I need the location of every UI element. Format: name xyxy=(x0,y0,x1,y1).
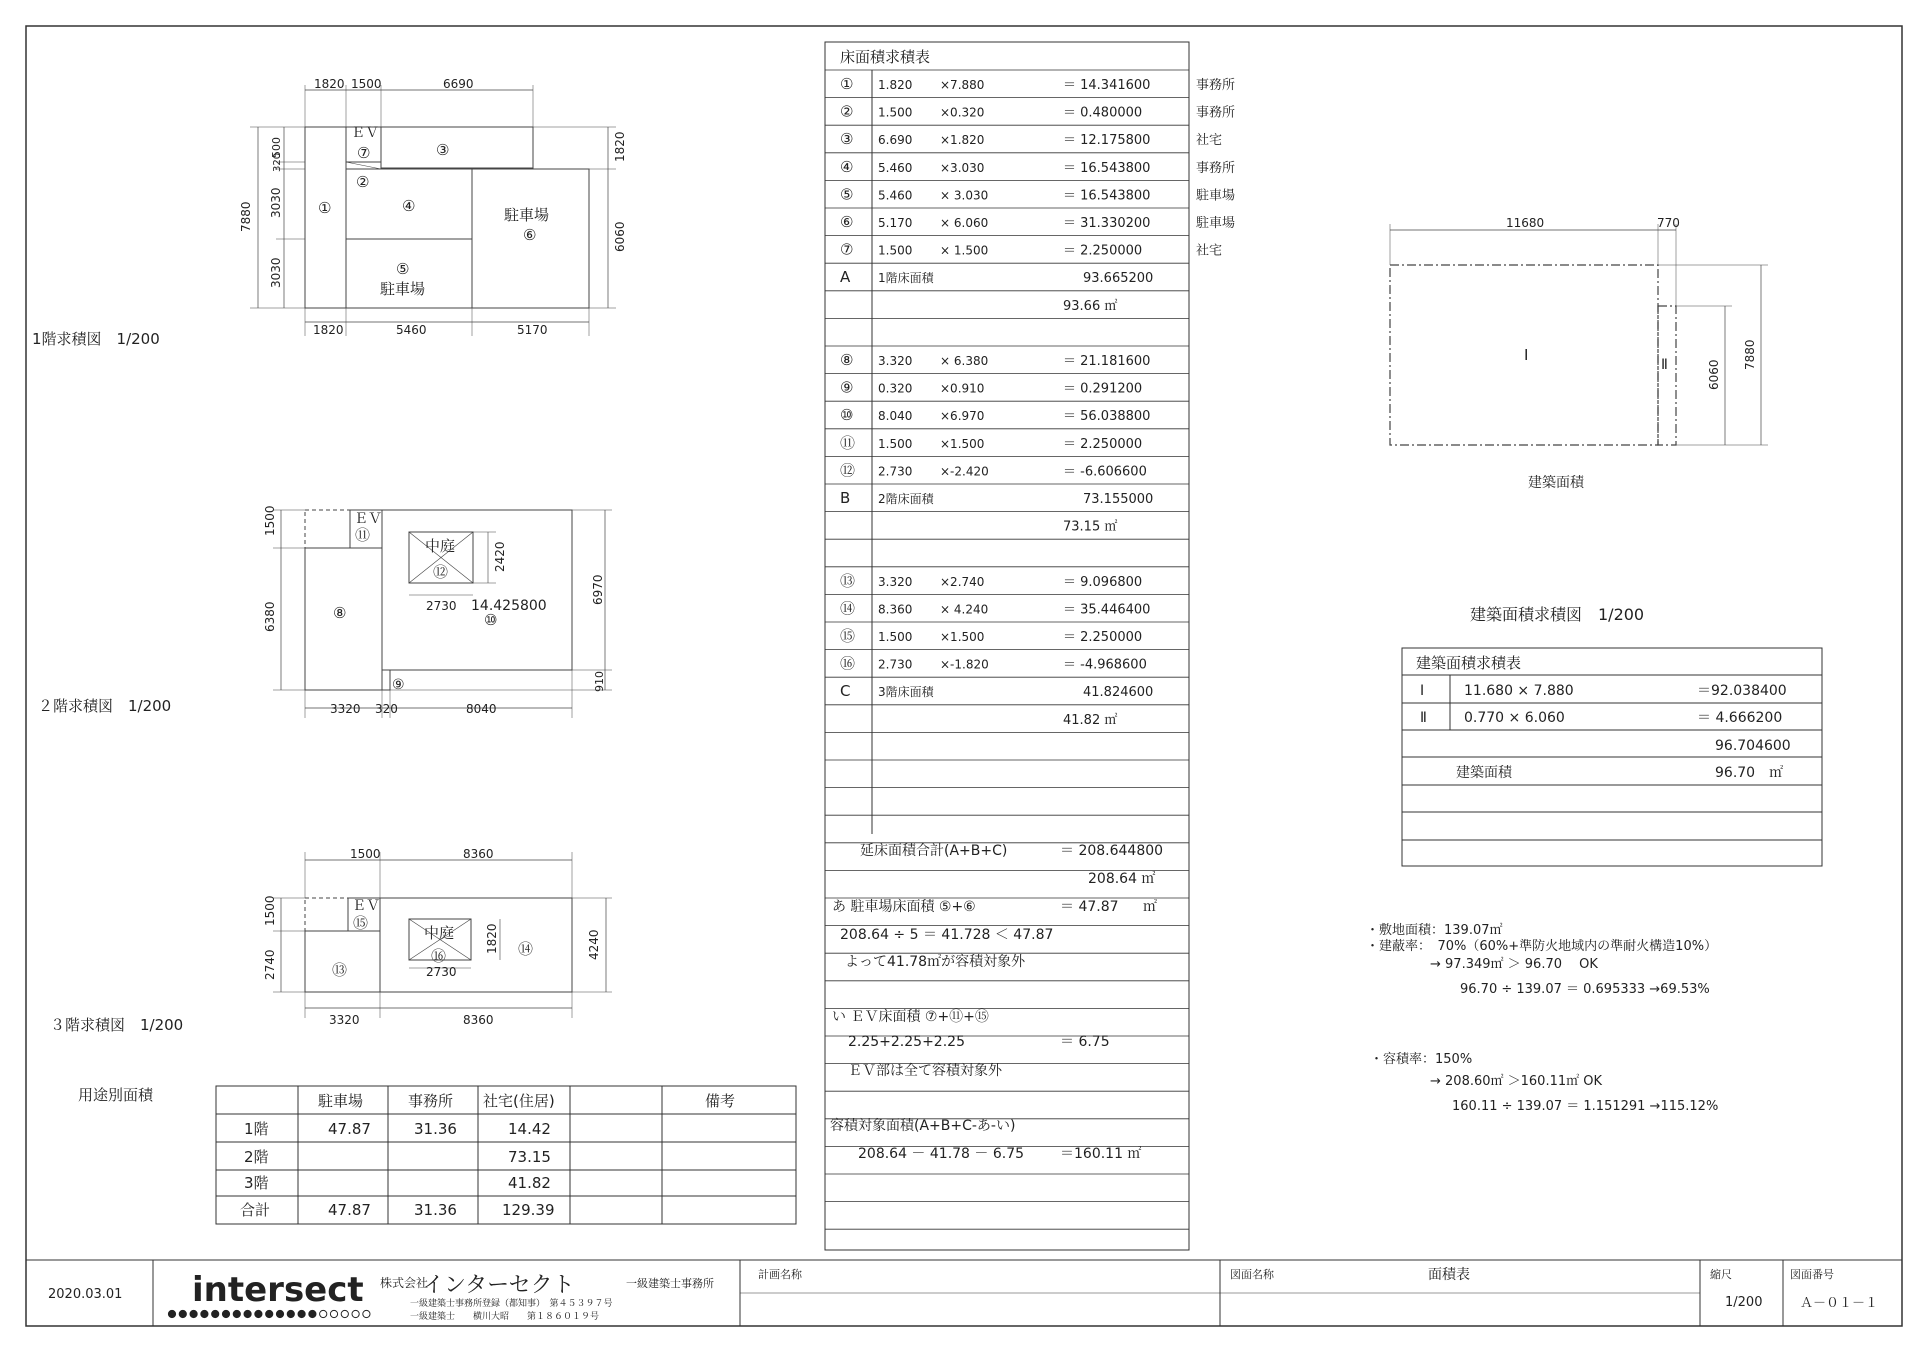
diagram-title: 建築面積 xyxy=(1528,475,1584,491)
room-label: 駐車場 xyxy=(380,280,426,298)
logo-dot xyxy=(233,1310,240,1317)
courtyard-label: 中庭 xyxy=(424,924,455,942)
site-area: ・敷地面積：139.07㎡ xyxy=(1366,923,1503,938)
room-label: ⑦ xyxy=(357,144,371,162)
room-label: ⑮ xyxy=(353,914,369,932)
fa-cell-a: 1.500 xyxy=(878,436,913,451)
logo-dot xyxy=(212,1310,219,1317)
area-label: Ⅱ xyxy=(1661,357,1668,373)
company-prefix: 株式会社 xyxy=(380,1276,429,1290)
dim-text: 500 xyxy=(270,137,283,158)
far-calc: 208.64 － 41.78 － 6.75 xyxy=(858,1146,1025,1162)
usage-cell: 73.15 xyxy=(508,1148,551,1166)
logo-dot xyxy=(179,1310,186,1317)
room-label: 駐車場 xyxy=(504,206,550,224)
coverage-ratio: ・建蔽率： 70%（60%+準防火地域内の準耐火構造10%） xyxy=(1366,939,1718,954)
fa-cell-no: ⑤ xyxy=(840,185,854,204)
total-rounded: 208.64 ㎡ xyxy=(1088,871,1156,887)
logo-dot xyxy=(222,1310,229,1317)
building-area-plan xyxy=(1390,224,1768,445)
fa-cell-no: ⑧ xyxy=(840,351,854,369)
parking-unit: ㎡ xyxy=(1143,899,1157,915)
fa-cell-res: ＝ 9.096800 xyxy=(1063,574,1143,590)
logo-dot xyxy=(363,1310,370,1317)
scale-label: 縮尺 xyxy=(1710,1268,1732,1281)
usage-cell: 合計 xyxy=(240,1201,271,1219)
fa-cell-res: ＝ 35.446400 xyxy=(1063,602,1151,618)
fa-cell-a: 1.500 xyxy=(878,243,913,258)
ba-row-no: Ⅱ xyxy=(1420,710,1427,726)
fa-cell-a: 2階床面積 xyxy=(878,492,934,506)
dim-text: 5460 xyxy=(396,323,427,337)
far-label: 容積対象面積(A+B+C-あ-い) xyxy=(830,1118,1016,1134)
room-label: ① xyxy=(318,199,332,217)
ba-area-value: 96.70 ㎡ xyxy=(1715,765,1784,781)
usage-header: 備考 xyxy=(705,1092,736,1110)
room-label: ⑥ xyxy=(523,226,537,244)
logo-dot xyxy=(168,1310,175,1317)
fa-cell-no: ⑫ xyxy=(840,461,856,480)
fa-cell-op: × 1.500 xyxy=(940,243,989,258)
dim-text: 1820 xyxy=(485,923,499,954)
fa-cell-op: ×2.740 xyxy=(940,574,985,589)
fa-cell-use: 駐車場 xyxy=(1196,216,1236,231)
floor1-labels xyxy=(32,77,627,348)
usage-cell: 31.36 xyxy=(414,1201,457,1219)
registration-office: 一級建築士事務所登録（都知事） 第４５３９７号 xyxy=(410,1299,613,1309)
room-3 xyxy=(381,127,533,168)
dim-text: 770 xyxy=(1657,216,1680,230)
floor2-title: ２階求積図 1/200 xyxy=(38,697,172,715)
fa-cell-a: 1.820 xyxy=(878,78,913,92)
dim-text: 6060 xyxy=(1707,359,1721,390)
office-type: 一級建築士事務所 xyxy=(626,1277,714,1290)
fa-cell-a: 5.460 xyxy=(878,188,913,203)
room-label: ⑫ xyxy=(433,563,449,581)
table-title: 建築面積求積表 xyxy=(1416,654,1522,672)
fa-cell-a: 6.690 xyxy=(878,133,913,148)
fa-cell-op: ×1.500 xyxy=(940,436,985,451)
fa-cell-a: 5.460 xyxy=(878,160,913,175)
fa-cell-op: ×0.320 xyxy=(940,105,985,120)
room-label: ⑨ xyxy=(392,677,405,693)
logo-dot xyxy=(201,1310,208,1317)
logo-dot xyxy=(276,1310,283,1317)
ba-row-no: Ⅰ xyxy=(1420,683,1425,699)
fa-cell-op: ×7.880 xyxy=(940,78,985,92)
drawing-no-label: 図面番号 xyxy=(1790,1268,1834,1281)
fa-cell-op: ×6.970 xyxy=(940,409,985,424)
coverage-check: → 97.349㎡ ＞ 96.70 OK xyxy=(1430,957,1598,972)
dim-text: 7880 xyxy=(1743,339,1757,370)
far-check: → 208.60㎡ ＞160.11㎡ OK xyxy=(1430,1074,1603,1089)
logo-dots xyxy=(168,1310,370,1317)
ev-label: ＥＶ xyxy=(354,511,382,527)
fa-cell-no: ② xyxy=(840,102,854,121)
usage-caption: 用途別面積 xyxy=(78,1086,154,1104)
fa-cell-no: C xyxy=(840,682,851,701)
fa-cell-use: 事務所 xyxy=(1196,78,1236,93)
usage-cell: 47.87 xyxy=(328,1201,371,1219)
room-label: ⑩ xyxy=(484,611,498,629)
dim-text: 1500 xyxy=(350,847,381,861)
usage-cell: 41.82 xyxy=(508,1174,551,1192)
ba-row-res: ＝ 4.666200 xyxy=(1697,710,1783,726)
fa-cell-op: ×-1.820 xyxy=(940,657,989,672)
fa-cell-res: ＝ 0.291200 xyxy=(1063,381,1143,397)
company-name: インターセクト xyxy=(422,1273,575,1298)
dim-text: 1500 xyxy=(263,895,277,926)
dim-text: 3320 xyxy=(329,1013,360,1027)
fa-cell-no: ① xyxy=(840,75,854,93)
room-10 xyxy=(382,510,572,670)
fa-cell-res: ＝ 21.181600 xyxy=(1063,354,1151,369)
fa-cell-no: ⑭ xyxy=(840,599,856,618)
logo-dot xyxy=(320,1310,327,1317)
fa-cell-use: 社宅 xyxy=(1196,243,1223,259)
usage-header: 事務所 xyxy=(408,1092,454,1110)
usage-cell: 14.42 xyxy=(508,1120,551,1138)
dim-text: 1820 xyxy=(313,323,344,337)
registration-architect: 一級建築士 横川大昭 第１８６０１９号 xyxy=(410,1312,600,1322)
ba-row-calc: 0.770 × 6.060 xyxy=(1464,710,1565,726)
fa-cell-no: ⑪ xyxy=(840,433,856,452)
date: 2020.03.01 xyxy=(48,1287,123,1302)
fa-cell-no: ⑦ xyxy=(840,240,854,259)
dim-text: 3030 xyxy=(269,257,283,288)
logo-dot xyxy=(255,1310,262,1317)
logo-dot xyxy=(266,1310,273,1317)
dim-text: 7880 xyxy=(239,201,253,232)
logo-dot xyxy=(330,1310,337,1317)
fa-cell-op: ×-2.420 xyxy=(940,464,989,479)
fa-cell-op: ×1.820 xyxy=(940,133,985,148)
title-block xyxy=(26,1260,1902,1326)
fa-cell-res: ＝ 56.038800 xyxy=(1063,409,1151,425)
ev-note: ＥＶ部は全て容積対象外 xyxy=(848,1063,1002,1079)
dim-text: 1820 xyxy=(613,131,627,162)
dim-text: 6970 xyxy=(591,574,605,605)
fa-cell-no: ⑮ xyxy=(840,627,856,645)
fa-cell-use: 社宅 xyxy=(1196,133,1223,149)
usage-header: 駐車場 xyxy=(318,1092,364,1110)
fa-cell-res: 41.82 ㎡ xyxy=(1063,712,1118,728)
fa-cell-a: 5.170 xyxy=(878,216,913,230)
fa-cell-res: ＝ -4.968600 xyxy=(1063,657,1147,673)
dim-text: 6690 xyxy=(443,77,474,91)
room-label: ⑤ xyxy=(396,260,410,278)
coverage-calc: 96.70 ÷ 139.07 ＝ 0.695333 →69.53% xyxy=(1460,982,1710,997)
dim-text: 320 xyxy=(272,152,283,172)
room-label: ③ xyxy=(436,141,450,159)
fa-cell-a: 1.500 xyxy=(878,105,913,120)
building-area-labels xyxy=(1470,216,1757,624)
fa-cell-no: ⑨ xyxy=(840,378,854,397)
far-calc: 160.11 ÷ 139.07 ＝ 1.151291 →115.12% xyxy=(1452,1099,1719,1114)
drawing-title: 建築面積求積図 1/200 xyxy=(1470,605,1645,624)
fa-cell-use: 事務所 xyxy=(1196,160,1236,176)
logo-dot xyxy=(287,1310,294,1317)
regulation-notes xyxy=(1366,922,1718,1114)
dim-text: 320 xyxy=(375,702,398,716)
dim-text: 1500 xyxy=(263,505,277,536)
fa-cell-op: ×0.910 xyxy=(940,381,985,396)
company-logo: intersect xyxy=(192,1270,364,1310)
fa-cell-a: 0.320 xyxy=(878,381,913,396)
dim-text: 6380 xyxy=(263,601,277,632)
fa-cell-a: 1.500 xyxy=(878,630,913,644)
extra-area: 14.425800 xyxy=(471,598,547,614)
ev-label: ＥＶ xyxy=(351,125,379,141)
ba-row-res: ＝92.038400 xyxy=(1697,683,1787,699)
room-1 xyxy=(305,127,346,308)
drawing-name-label: 図面名称 xyxy=(1230,1268,1274,1281)
fa-cell-a: 2.730 xyxy=(878,464,913,479)
ba-row-calc: 11.680 × 7.880 xyxy=(1464,683,1574,699)
scale: 1/200 xyxy=(1725,1295,1763,1310)
dim-text: 3320 xyxy=(330,702,361,716)
fa-cell-no: B xyxy=(840,489,851,507)
project-label: 計画名称 xyxy=(758,1268,802,1281)
floor2-labels xyxy=(38,505,606,716)
usage-cell: 3階 xyxy=(244,1174,269,1192)
fa-cell-a: 8.360 xyxy=(878,602,913,617)
fa-cell-use: 事務所 xyxy=(1196,105,1236,121)
ev-calc: 2.25+2.25+2.25 xyxy=(848,1034,965,1050)
ba-sum: 96.704600 xyxy=(1715,738,1791,754)
fa-cell-a: 2.730 xyxy=(878,657,913,672)
logo-dot xyxy=(244,1310,251,1317)
fa-cell-a: 3.320 xyxy=(878,354,913,368)
far-value: ＝160.11 ㎡ xyxy=(1060,1146,1142,1162)
drawing-no: Ａ－０１－１ xyxy=(1800,1296,1879,1311)
room-label: ⑯ xyxy=(431,947,447,965)
far-ratio: ・容積率：150% xyxy=(1370,1052,1473,1067)
room-label: ② xyxy=(356,173,370,191)
floor3-title: ３階求積図 1/200 xyxy=(50,1016,184,1034)
usage-table xyxy=(78,1086,796,1224)
dim-text: 2730 xyxy=(426,965,457,979)
dim-text: 8360 xyxy=(463,847,494,861)
fa-cell-op: ×1.500 xyxy=(940,630,985,644)
fa-cell-use: 駐車場 xyxy=(1196,188,1236,204)
fa-cell-no: ⑩ xyxy=(840,406,854,425)
room-label: ④ xyxy=(402,197,416,215)
usage-header: 社宅(住居) xyxy=(483,1092,555,1110)
dim-text: 1820 xyxy=(314,77,345,91)
area-II xyxy=(1658,306,1676,445)
fa-cell-no: ③ xyxy=(840,130,854,149)
dim-text: 4240 xyxy=(587,929,601,960)
dim-text: 8360 xyxy=(463,1013,494,1027)
fa-cell-op: × 4.240 xyxy=(940,602,989,617)
dim-text: 1500 xyxy=(351,77,382,91)
usage-cell: 1階 xyxy=(244,1120,269,1138)
fa-cell-a: 1階床面積 xyxy=(878,271,934,286)
fa-cell-res: ＝ 2.250000 xyxy=(1063,436,1143,452)
floor-area-table xyxy=(825,42,1235,1250)
logo-dot xyxy=(352,1310,359,1317)
fa-cell-res: 73.155000 xyxy=(1083,492,1154,507)
room-9 xyxy=(382,670,390,690)
room-label: ⑧ xyxy=(333,604,347,622)
usage-cell: 47.87 xyxy=(328,1120,371,1138)
fa-cell-no: ⑯ xyxy=(840,654,856,673)
parking-note: よって41.78㎡が容積対象外 xyxy=(845,954,1026,970)
fa-cell-a: 8.040 xyxy=(878,409,913,424)
ba-area-label: 建築面積 xyxy=(1456,765,1512,781)
area-label: Ⅰ xyxy=(1524,346,1529,364)
fa-cell-res: 41.824600 xyxy=(1083,685,1154,701)
usage-cell: 31.36 xyxy=(414,1120,457,1138)
fa-cell-res: ＝ 2.250000 xyxy=(1063,243,1143,259)
total-value: ＝ 208.644800 xyxy=(1060,843,1164,859)
logo-dot xyxy=(298,1310,305,1317)
fa-cell-no: A xyxy=(840,268,851,287)
fa-cell-res: 93.66 ㎡ xyxy=(1063,298,1118,314)
dim-text: 11680 xyxy=(1506,216,1545,230)
room-label: ⑪ xyxy=(355,526,371,544)
room-label: ⑬ xyxy=(332,961,348,979)
floor1-title: 1階求積図 1/200 xyxy=(32,330,160,348)
dim-text: 2740 xyxy=(263,949,277,980)
floor1-plan xyxy=(250,85,616,336)
logo-dot xyxy=(190,1310,197,1317)
building-area-table xyxy=(1402,648,1822,866)
ev-label: ＥＶ xyxy=(352,898,380,914)
fa-cell-op: ×3.030 xyxy=(940,160,985,175)
dim-text: 5170 xyxy=(517,323,548,337)
fa-cell-res: ＝ 12.175800 xyxy=(1063,133,1151,149)
parking-label: あ 駐車場床面積 ⑤+⑥ xyxy=(832,899,976,915)
fa-cell-res: ＝ 31.330200 xyxy=(1063,216,1151,231)
usage-cell: 2階 xyxy=(244,1148,269,1166)
fa-cell-res: ＝ 2.250000 xyxy=(1063,630,1143,645)
ev-label: い ＥＶ床面積 ⑦+⑪+⑮ xyxy=(832,1009,989,1025)
fa-cell-res: ＝ 16.543800 xyxy=(1063,188,1151,204)
fa-cell-res: ＝ 16.543800 xyxy=(1063,160,1151,176)
fa-cell-res: ＝ 0.480000 xyxy=(1063,105,1143,121)
fa-cell-res: ＝ 14.341600 xyxy=(1063,78,1151,93)
floor3-labels xyxy=(50,847,601,1034)
usage-cell: 129.39 xyxy=(502,1201,555,1219)
fa-cell-no: ⑬ xyxy=(840,571,856,590)
dim-text: 2730 xyxy=(426,599,457,613)
logo-dot xyxy=(341,1310,348,1317)
fa-cell-op: × 6.060 xyxy=(940,216,989,230)
dim-text: 6060 xyxy=(613,221,627,252)
fa-cell-op: × 6.380 xyxy=(940,354,989,368)
fa-cell-no: ⑥ xyxy=(840,213,854,231)
dim-text: 3030 xyxy=(269,187,283,218)
fa-cell-res: 93.665200 xyxy=(1083,271,1154,287)
table-title: 床面積求積表 xyxy=(840,48,931,66)
parking-calc: 208.64 ÷ 5 ＝ 41.728 ＜ 47.87 xyxy=(840,927,1054,943)
fa-cell-res: ＝ -6.606600 xyxy=(1063,464,1147,480)
logo-dot xyxy=(309,1310,316,1317)
ev-value: ＝ 6.75 xyxy=(1060,1034,1110,1050)
fa-cell-a: 3階床面積 xyxy=(878,685,934,700)
fa-cell-op: × 3.030 xyxy=(940,188,989,203)
fa-cell-no: ④ xyxy=(840,157,854,176)
dim-text: 2420 xyxy=(493,541,507,572)
parking-value: ＝ 47.87 xyxy=(1060,899,1119,915)
fa-cell-res: 73.15 ㎡ xyxy=(1063,519,1118,535)
drawing-name: 面積表 xyxy=(1428,1267,1470,1283)
fa-cell-a: 3.320 xyxy=(878,574,913,589)
dim-text: 8040 xyxy=(466,702,497,716)
room-label: ⑭ xyxy=(518,940,534,958)
dim-text: 910 xyxy=(593,671,606,692)
total-label: 延床面積合計(A+B+C) xyxy=(860,843,1008,859)
courtyard-label: 中庭 xyxy=(425,537,456,555)
